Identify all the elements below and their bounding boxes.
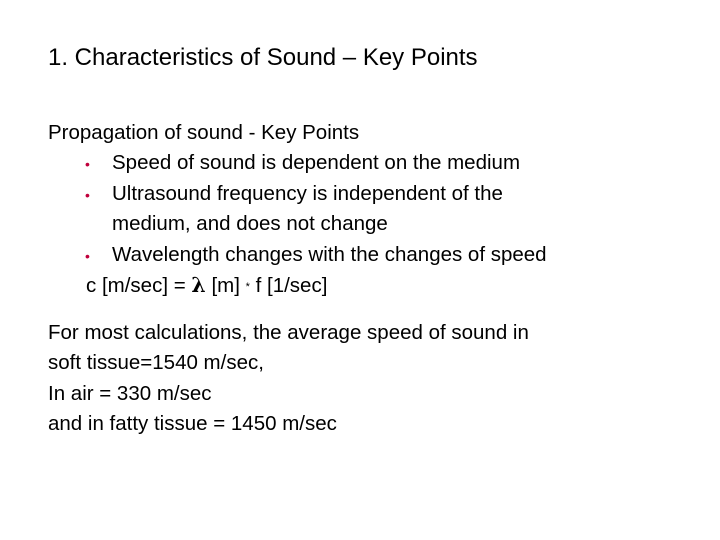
calculations-section bbox=[48, 318, 529, 440]
bullet-item-frequency bbox=[48, 179, 547, 209]
bullet-text: Ultrasound frequency is independent of the bbox=[112, 181, 503, 205]
bullet-text: Speed of sound is dependent on the medium bbox=[112, 151, 521, 175]
calc-line-air: In air = 330 m/sec bbox=[48, 381, 212, 405]
propagation-heading: Propagation of sound - Key Points bbox=[48, 121, 360, 144]
bullet-glyph: • bbox=[85, 186, 90, 203]
propagation-section bbox=[48, 118, 547, 300]
lambda-symbol: λ bbox=[191, 272, 206, 297]
bullet-glyph: • bbox=[85, 156, 90, 173]
multiply-symbol: * bbox=[245, 280, 250, 293]
bullet-item-wavelength bbox=[48, 240, 547, 270]
calc-line-intro: For most calculations, the average speed of sound in bbox=[48, 321, 529, 344]
formula-lhs: c [m/sec] = bbox=[86, 273, 186, 297]
bullet-glyph: • bbox=[85, 247, 90, 264]
bullet-continuation: medium, and does not change bbox=[112, 212, 388, 236]
bullet-item-medium bbox=[48, 148, 547, 178]
formula-rhs: f [1/sec] bbox=[255, 273, 328, 297]
bullet-text: Wavelength changes with the changes of speed bbox=[112, 242, 547, 266]
calc-line-soft-tissue: soft tissue=1540 m/sec, bbox=[48, 351, 264, 375]
wave-equation bbox=[48, 270, 547, 300]
slide-title: 1. Characteristics of Sound – Key Points bbox=[48, 44, 478, 71]
formula-lambda-unit: [m] bbox=[211, 273, 240, 297]
calc-line-fatty-tissue: and in fatty tissue = 1450 m/sec bbox=[48, 412, 337, 436]
